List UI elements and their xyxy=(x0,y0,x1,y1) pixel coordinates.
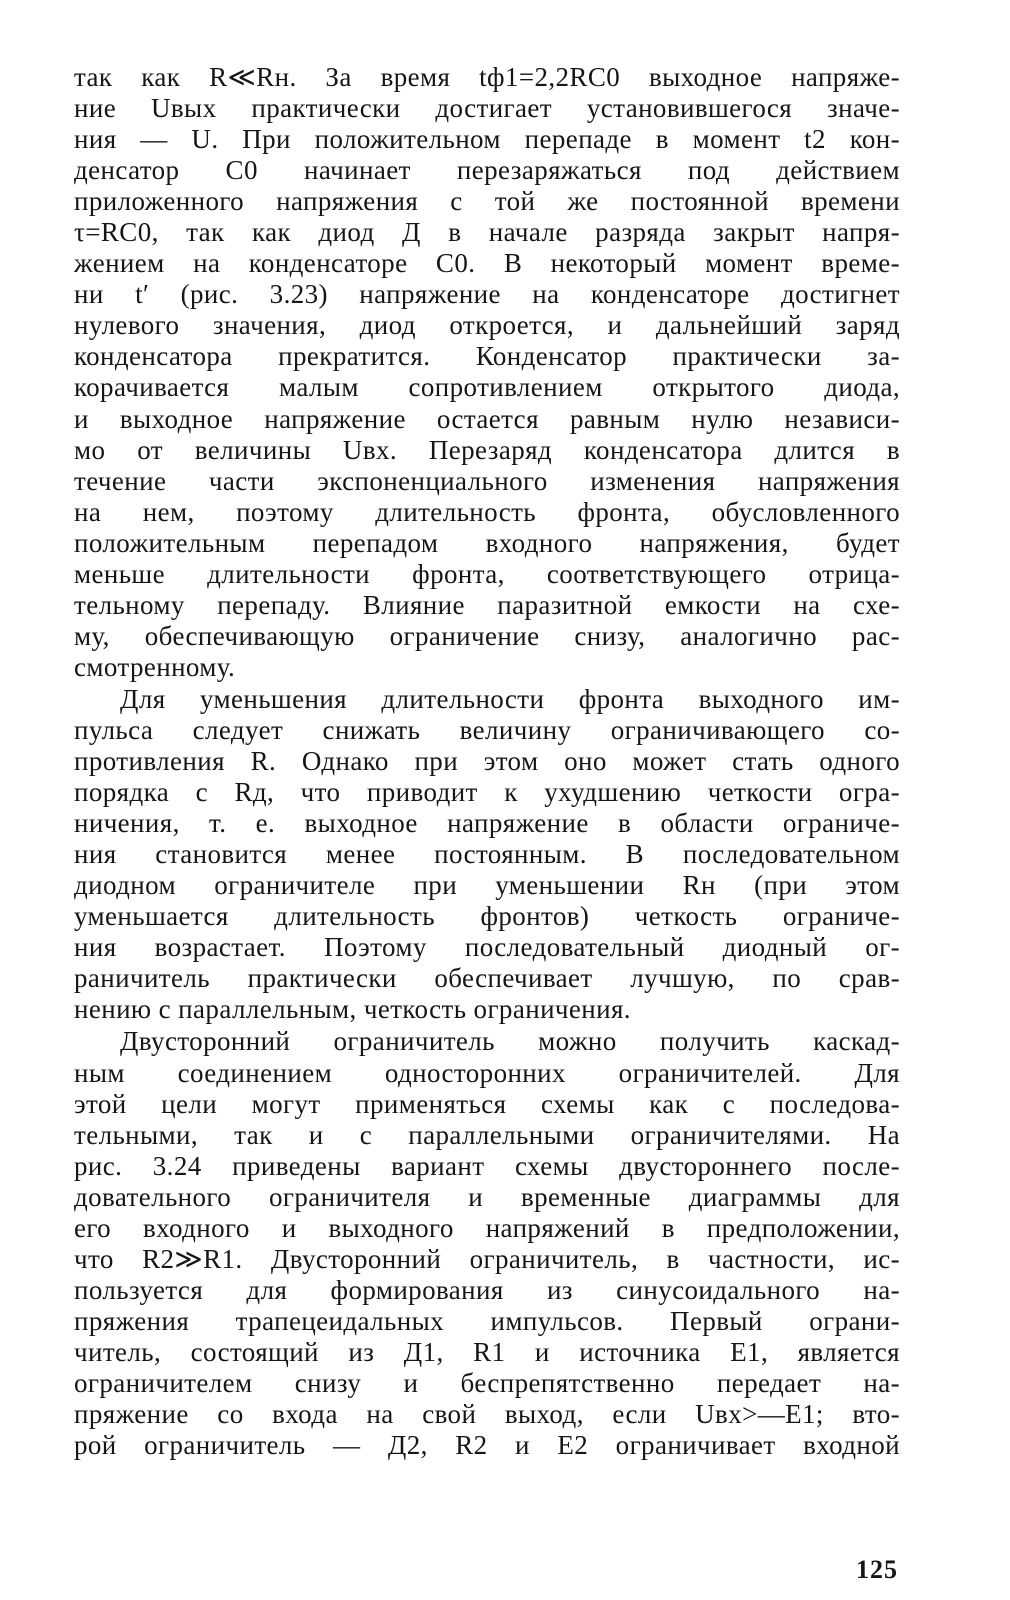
text-line: тельному перепаду. Влияние паразитной емкости на схе- xyxy=(74,589,900,620)
text-line: меньше длительности фронта, соответствующего отрица- xyxy=(74,558,900,589)
paragraph xyxy=(74,1026,900,1461)
paragraph xyxy=(74,62,900,683)
text-line: пряжения трапецеидальных импульсов. Первый ограни- xyxy=(74,1305,900,1336)
text-line: пользуется для формирования из синусоидального на- xyxy=(74,1274,900,1305)
text-line: рой ограничитель — Д2, R2 и E2 ограничивает входной xyxy=(74,1430,900,1461)
text-line: Двусторонний ограничитель можно получить каскад- xyxy=(120,1026,900,1057)
text-line: ния возрастает. Поэтому последовательный диодный ог- xyxy=(74,932,900,963)
text-line: денсатор C0 начинает перезаряжаться под действием xyxy=(74,155,900,186)
text-line: конденсатора прекратится. Конденсатор практически за- xyxy=(74,341,900,372)
text-line: ограничителем снизу и беспрепятственно передает на- xyxy=(74,1367,900,1398)
text-line: нению с параллельным, четкость ограничения. xyxy=(74,994,631,1025)
text-line: му, обеспечивающую ограничение снизу, аналогично рас- xyxy=(74,620,900,651)
text-line: противления R. Однако при этом оно может стать одного xyxy=(74,746,900,777)
text-line: Для уменьшения длительности фронта выходного им- xyxy=(120,683,900,714)
text-line: приложенного напряжения с той же постоянной времени xyxy=(74,186,900,217)
text-line: этой цели могут применяться схемы как с последова- xyxy=(74,1088,900,1119)
text-line: пряжение со входа на свой выход, если Uвх>—E1; вто- xyxy=(74,1399,900,1430)
text-line: так как R≪Rн. За время tф1=2,2RC0 выходное напряже- xyxy=(74,62,900,92)
text-line: жением на конденсаторе C0. В некоторый момент време- xyxy=(74,248,900,279)
text-line: на нем, поэтому длительность фронта, обусловленного xyxy=(74,496,900,527)
text-line: τ=RC0, так как диод Д в начале разряда закрыт напря- xyxy=(74,217,900,248)
text-line: ния становится менее постоянным. В последовательном xyxy=(74,839,900,870)
text-line: ни t′ (рис. 3.23) напряжение на конденсаторе достигнет xyxy=(74,279,900,310)
paragraph xyxy=(74,684,900,1026)
text-line: смотренному. xyxy=(74,651,236,682)
text-line: течение части экспоненциального изменения напряжения xyxy=(74,465,900,496)
text-line: тельными, так и с параллельными ограничителями. На xyxy=(74,1119,900,1150)
text-line: уменьшается длительность фронтов) четкость ограниче- xyxy=(74,901,900,932)
text-line: мо от величины Uвх. Перезаряд конденсатора длится в xyxy=(74,434,900,465)
text-line: корачивается малым сопротивлением открытого диода, xyxy=(74,372,900,403)
text-line: диодном ограничителе при уменьшении Rн (при этом xyxy=(74,870,900,901)
text-line: порядка с Rд, что приводит к ухудшению четкости огра- xyxy=(74,777,900,808)
text-line: ным соединением односторонних ограничителей. Для xyxy=(74,1057,900,1088)
text-line: положительным перепадом входного напряжения, будет xyxy=(74,527,900,558)
text-line: раничитель практически обеспечивает лучшую, по срав- xyxy=(74,963,900,994)
text-line: довательного ограничителя и временные диаграммы для xyxy=(74,1181,900,1212)
text-line: читель, состоящий из Д1, R1 и источника E1, является xyxy=(74,1336,900,1367)
text-line: ние Uвых практически достигает установившегося значе- xyxy=(74,93,900,124)
page-body xyxy=(74,62,900,1461)
text-line: ничения, т. е. выходное напряжение в области ограниче- xyxy=(74,808,900,839)
page-number: 125 xyxy=(856,1555,898,1584)
text-line: рис. 3.24 приведены вариант схемы двустороннего после- xyxy=(74,1150,900,1181)
text-line: что R2≫R1. Двусторонний ограничитель, в частности, ис- xyxy=(74,1243,900,1274)
text-line: его входного и выходного напряжений в предположении, xyxy=(74,1212,900,1243)
text-line: ния — U. При положительном перепаде в момент t2 кон- xyxy=(74,124,900,155)
text-line: нулевого значения, диод откроется, и дальнейший заряд xyxy=(74,310,900,341)
text-line: и выходное напряжение остается равным нулю независи- xyxy=(74,403,900,434)
text-line: пульса следует снижать величину ограничивающего со- xyxy=(74,714,900,745)
